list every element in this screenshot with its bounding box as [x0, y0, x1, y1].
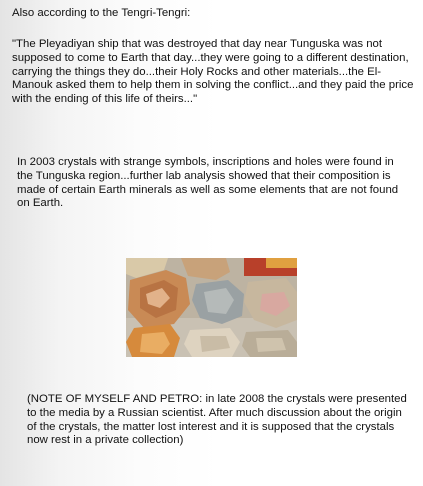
crystals-photo-drawing: [126, 258, 297, 357]
note-paragraph: (NOTE OF MYSELF AND PETRO: in late 2008 the crystals were presented to the media by a Russian scientist. After much discussion about the origin of the crystals, the matter lost interest and it is supposed that the crystals now rest in a private collection): [27, 393, 407, 447]
intro-text: Also according to the Tengri-Tengri:: [12, 7, 191, 19]
crystals-photo: [126, 258, 297, 357]
crystals-paragraph: In 2003 crystals with strange symbols, inscriptions and holes were found in the Tunguska region...further lab analysis showed that their composition is made of certain Earth minerals as well as some elements that are not found on Earth.: [17, 156, 399, 210]
tengri-quote: "The Pleyadiyan ship that was destroyed that day near Tunguska was not supposed to come to Earth that day...they were going to a different destination, carrying the things they do...their Holy Rocks and other materials...the El-Manouk asked them to help them in solving the conflict...and they paid the price with the ending of this life of theirs...": [12, 38, 414, 106]
